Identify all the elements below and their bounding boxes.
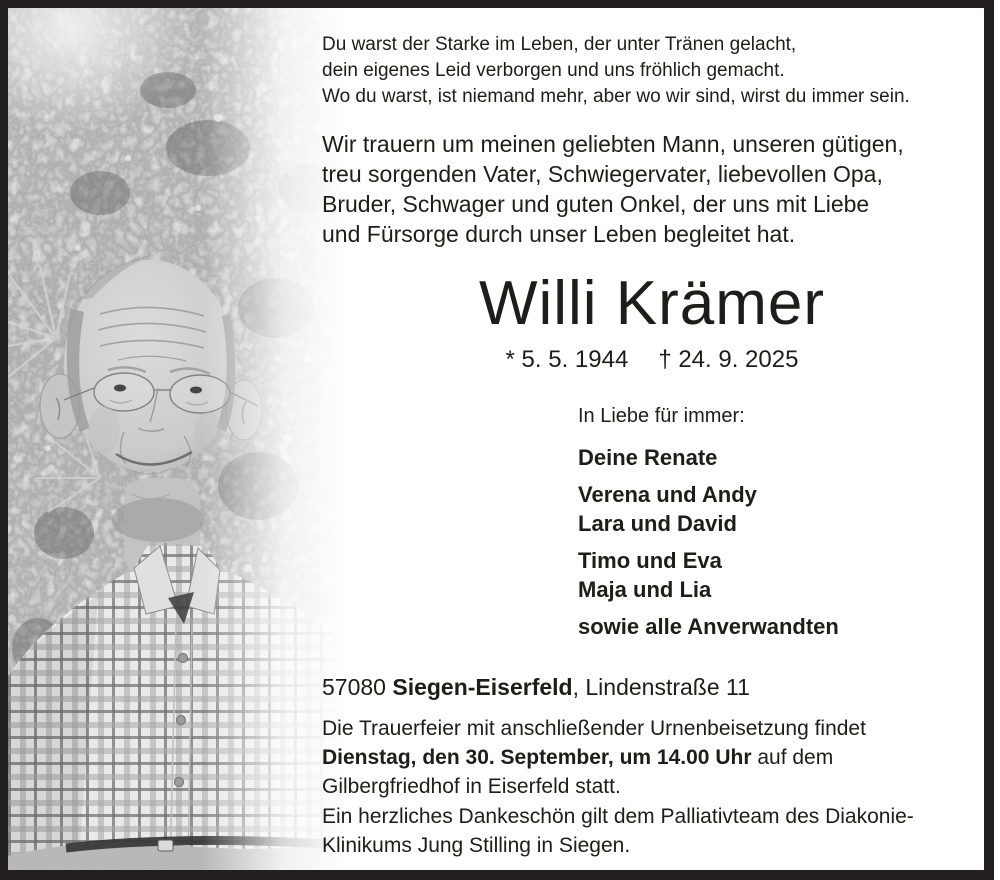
mourning-line: Bruder, Schwager und guten Onkel, der uns mit Liebe xyxy=(322,191,870,217)
life-dates xyxy=(330,346,974,374)
frame-border-top xyxy=(0,0,994,8)
mourner-name: Deine Renate xyxy=(578,445,718,470)
mourner-group xyxy=(578,443,839,472)
birth-date: * 5. 5. 1944 xyxy=(505,346,629,373)
farewell-intro: In Liebe für immer: xyxy=(578,405,745,427)
verse-line: dein eigenes Leid verborgen und uns fröhlich gemacht. xyxy=(322,60,785,81)
mourner-name: Verena und Andy xyxy=(578,482,757,507)
mourner-group xyxy=(578,546,839,604)
photo-fade xyxy=(8,8,360,870)
portrait-photo xyxy=(8,8,360,870)
postal-code: 57080 xyxy=(322,674,393,700)
deceased-name: Willi Krämer xyxy=(478,269,826,338)
mourning-line: Wir trauern um meinen geliebten Mann, unseren gütigen, xyxy=(322,131,904,157)
funeral-details xyxy=(322,714,866,801)
address-line xyxy=(322,672,750,702)
frame-border-left xyxy=(0,0,8,880)
funeral-line: Die Trauerfeier mit anschließender Urnenbeisetzung findet xyxy=(322,717,866,740)
mourner-name: Lara und David xyxy=(578,511,737,536)
deceased-block xyxy=(330,268,974,374)
street-name: , Lindenstraße 11 xyxy=(572,674,750,700)
mourning-line: treu sorgenden Vater, Schwiegervater, liebevollen Opa, xyxy=(322,161,883,187)
mourner-group xyxy=(578,612,839,641)
city-name: Siegen-Eiserfeld xyxy=(392,674,573,700)
frame-border-right xyxy=(984,0,994,880)
funeral-line: Dienstag, den 30. September, um 14.00 Uhr auf dem xyxy=(322,746,834,769)
thanks-line: Ein herzliches Dankeschön gilt dem Palliativteam des Diakonie- xyxy=(322,805,914,828)
opening-verse xyxy=(322,32,910,110)
thanks-line: Klinikums Jung Stilling in Siegen. xyxy=(322,834,631,857)
funeral-datetime: Dienstag, den 30. September, um 14.00 Uhr xyxy=(322,746,752,769)
verse-line: Du warst der Starke im Leben, der unter Tränen gelacht, xyxy=(322,34,797,55)
funeral-line: Gilbergfriedhof in Eiserfeld statt. xyxy=(322,775,621,798)
mourner-group xyxy=(578,480,839,538)
mourning-line: und Fürsorge durch unser Leben begleitet hat. xyxy=(322,221,796,247)
mourner-name: sowie alle Anverwandten xyxy=(578,614,839,639)
mourner-name: Timo und Eva xyxy=(578,548,722,573)
death-date: † 24. 9. 2025 xyxy=(658,346,799,373)
frame-border-bottom xyxy=(0,870,994,880)
verse-line: Wo du warst, ist niemand mehr, aber wo wir sind, wirst du immer sein. xyxy=(322,86,910,107)
mourning-paragraph xyxy=(322,129,904,249)
mourner-name: Maja und Lia xyxy=(578,577,712,602)
farewell-block xyxy=(578,404,839,649)
thanks-paragraph xyxy=(322,802,914,860)
